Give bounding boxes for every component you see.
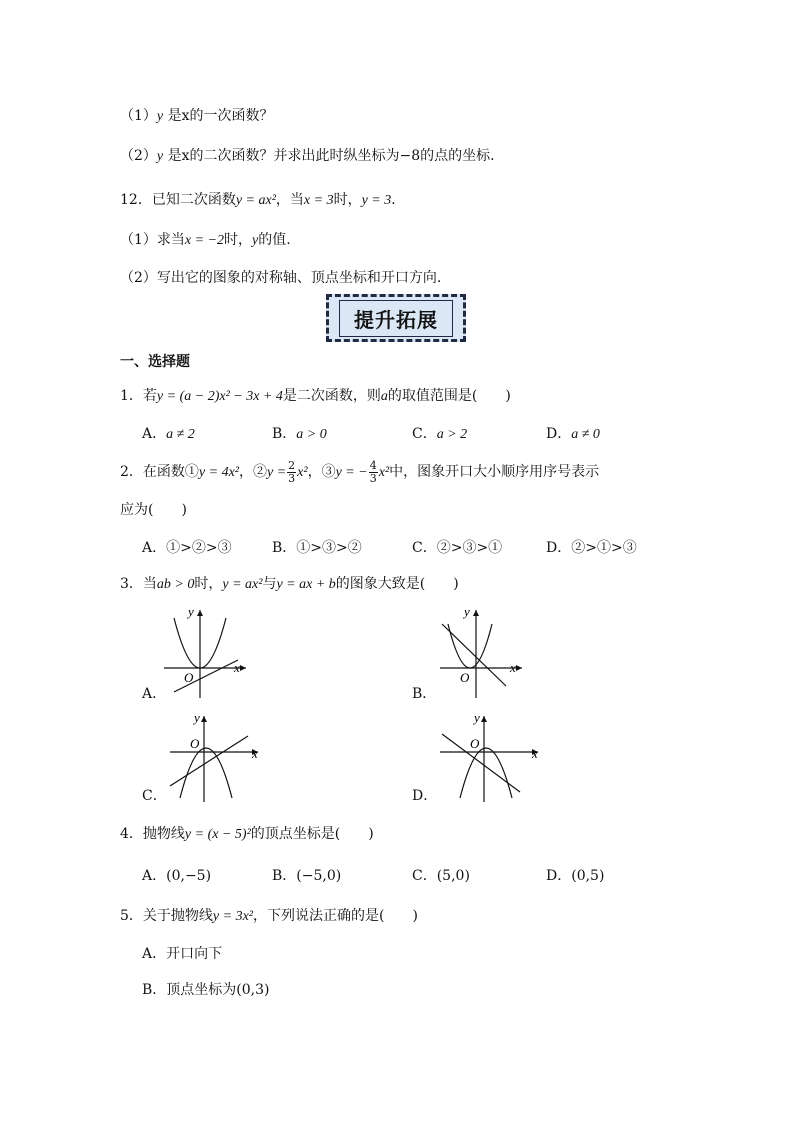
q11-part1 — [120, 106, 274, 127]
q3-stem — [120, 574, 459, 595]
q3-option-c[interactable]: C． — [142, 788, 167, 804]
q12-text-b: ，当 — [275, 192, 304, 208]
origin-label: O — [184, 670, 194, 685]
y-axis-arrow — [473, 610, 479, 616]
fraction-denominator: 3 — [369, 471, 377, 485]
option-letter: D． — [546, 540, 572, 556]
q3-cond: ab > 0 — [156, 577, 195, 592]
q2-number: 2．在函数① — [120, 464, 199, 480]
option-value: a > 2 — [436, 427, 468, 442]
q12-cond2: y = 3 — [361, 193, 392, 208]
option-value: a ≠ 2 — [166, 427, 195, 442]
x-axis-label: x — [510, 660, 516, 675]
option-letter: D． — [546, 868, 572, 884]
q2-option-d[interactable] — [546, 538, 637, 558]
q12-text-a: 已知二次函数 — [151, 192, 236, 208]
option-text: B．顶点坐标为 — [142, 982, 237, 998]
q12-text-d: ． — [391, 192, 406, 208]
q3-option-d[interactable]: D． — [412, 788, 438, 804]
parabola-curve — [448, 624, 492, 668]
q1-option-b[interactable] — [272, 424, 327, 445]
q4-formula: y = (x − 5)² — [184, 827, 251, 842]
x-axis-arrow — [516, 665, 522, 671]
q2-f1: y = 4x² — [198, 465, 239, 480]
q4-option-d[interactable] — [546, 866, 604, 886]
parabola-curve — [180, 748, 232, 798]
q4-option-c[interactable] — [412, 866, 470, 886]
straight-line — [170, 736, 248, 786]
q2-stem — [120, 458, 599, 487]
q3-text-c: 的图象大致是( ) — [335, 576, 459, 592]
q11-part2-text-b: 的点的坐标. — [420, 148, 495, 164]
q3-f2: y = ax + b — [276, 577, 336, 592]
q11-part1-prefix: （1） — [120, 108, 157, 124]
option-letter: A． — [142, 426, 167, 442]
q12-p1-var: y — [252, 233, 259, 248]
y-axis-label: y — [188, 604, 194, 619]
q2-f2-pre: y = — [267, 465, 287, 480]
q2-f3-post: x² — [378, 465, 390, 480]
y-axis-label: y — [464, 604, 470, 619]
q4-number: 4．抛物线 — [120, 826, 185, 842]
q2-sep1: ，② — [239, 464, 267, 480]
section-banner-inner — [339, 300, 453, 337]
x-axis-label: x — [234, 660, 240, 675]
q1-option-c[interactable] — [412, 424, 467, 445]
q2-text: 中，图象开口大小顺序用序号表示 — [389, 464, 600, 480]
q1-var: a — [380, 389, 388, 404]
option-value: a > 0 — [296, 427, 327, 442]
q2-stem-line2: 应为( ) — [120, 502, 187, 518]
option-letter: C． — [412, 540, 437, 556]
fraction-numerator: 4 — [369, 458, 377, 472]
option-value: (0,5) — [571, 868, 605, 884]
x-axis-label: x — [532, 746, 538, 761]
option-letter: A． — [142, 540, 167, 556]
fraction-denominator: 3 — [288, 471, 296, 485]
q5-option-b[interactable] — [142, 980, 270, 1000]
y-axis-label: y — [474, 710, 480, 725]
option-letter: A． — [142, 868, 167, 884]
origin-label: O — [460, 670, 470, 685]
q3-option-b[interactable]: B． — [412, 686, 437, 702]
y-axis-label: y — [194, 710, 200, 725]
q1-text2: 的取值范围是( ) — [387, 388, 511, 404]
q11-part2 — [120, 146, 495, 167]
q2-sep2: ，③ — [307, 464, 336, 480]
q12-p1-prefix: （1）求当 — [120, 232, 185, 248]
option-value: ②>③>① — [436, 540, 503, 556]
q11-part2-value: −8 — [399, 148, 421, 164]
q3-number: 3．当 — [120, 576, 157, 592]
q12-cond: x = 3 — [303, 193, 334, 208]
q11-part2-prefix: （2） — [120, 148, 157, 164]
q5-number: 5．关于抛物线 — [120, 908, 213, 924]
q1-text: 是二次函数，则 — [282, 388, 381, 404]
q2-option-b[interactable] — [272, 538, 362, 558]
q4-text: 的顶点坐标是( ) — [250, 826, 374, 842]
q1-number: 1．若 — [120, 388, 157, 404]
q2-f3-pre: y = − — [335, 465, 368, 480]
option-letter: C． — [412, 426, 437, 442]
option-value: ②>①>③ — [571, 540, 637, 556]
q3-option-a[interactable]: A． — [142, 686, 167, 702]
origin-label: O — [190, 736, 200, 751]
q2-f2-fraction — [287, 460, 296, 485]
straight-line — [442, 624, 506, 686]
q12-stem — [120, 190, 405, 211]
option-value: (0,−5) — [166, 868, 212, 884]
section-title: 一、选择题 — [120, 354, 190, 370]
parabola-curve — [460, 748, 512, 798]
x-axis-arrow — [240, 665, 246, 671]
option-letter: B． — [272, 868, 297, 884]
q5-stem — [120, 906, 418, 927]
q2-option-c[interactable] — [412, 538, 502, 558]
y-axis-arrow — [201, 716, 207, 722]
q4-stem — [120, 824, 374, 845]
section-banner-text: 提升拓展 — [354, 307, 438, 332]
q3-graph-b — [434, 604, 528, 700]
option-value: (5,0) — [436, 868, 470, 884]
option-value: (0,3) — [236, 982, 270, 998]
q12-p1-text: 时， — [224, 232, 253, 248]
section-banner — [326, 294, 466, 342]
q12-number: 12． — [120, 192, 152, 208]
q11-part2-text-a: 是x的二次函数？并求出此时纵坐标为 — [167, 148, 400, 164]
q3-text-b: 与 — [262, 576, 277, 592]
q4-option-a[interactable] — [142, 866, 211, 886]
option-value: ①>②>③ — [166, 540, 232, 556]
q4-option-b[interactable] — [272, 866, 341, 886]
option-letter: B． — [272, 540, 297, 556]
origin-label: O — [470, 736, 480, 751]
q3-graph-c — [164, 710, 264, 804]
q1-option-a[interactable] — [142, 424, 195, 445]
q2-option-a[interactable] — [142, 538, 232, 558]
q12-formula: y = ax² — [235, 193, 276, 208]
q5-text: ，下列说法正确的是( ) — [253, 908, 418, 924]
q12-part1 — [120, 230, 291, 251]
option-letter: C． — [412, 868, 437, 884]
q1-formula: y = (a − 2)x² − 3x + 4 — [156, 389, 283, 404]
fraction-numerator: 2 — [288, 458, 296, 472]
q2-f3-fraction — [369, 460, 378, 485]
q12-text-c: 时， — [333, 192, 362, 208]
q12-part2: （2）写出它的图象的对称轴、顶点坐标和开口方向. — [120, 270, 442, 286]
q2-f2-post: x² — [297, 465, 308, 480]
option-value: a ≠ 0 — [571, 427, 600, 442]
q5-formula: y = 3x² — [212, 909, 253, 924]
var-y: y — [156, 109, 164, 124]
q3-text-a: 时， — [194, 576, 223, 592]
option-letter: B． — [272, 426, 297, 442]
x-axis-label: x — [252, 746, 258, 761]
straight-line — [442, 734, 520, 792]
option-value: (−5,0) — [296, 868, 342, 884]
q12-p1-cond: x = −2 — [184, 233, 225, 248]
q1-stem — [120, 386, 511, 407]
q3-graph-a — [158, 604, 252, 700]
q5-option-a[interactable]: A．开口向下 — [142, 946, 223, 962]
option-value: ①>③>② — [296, 540, 362, 556]
option-letter: D． — [546, 426, 572, 442]
q3-f1: y = ax² — [222, 577, 263, 592]
q1-option-d[interactable] — [546, 424, 600, 445]
y-axis-arrow — [197, 610, 203, 616]
q11-part1-text: 是x的一次函数？ — [167, 108, 274, 124]
y-axis-arrow — [481, 716, 487, 722]
q12-p1-end: 的值. — [258, 232, 291, 248]
q3-graph-d — [434, 710, 544, 804]
var-y: y — [156, 149, 164, 164]
